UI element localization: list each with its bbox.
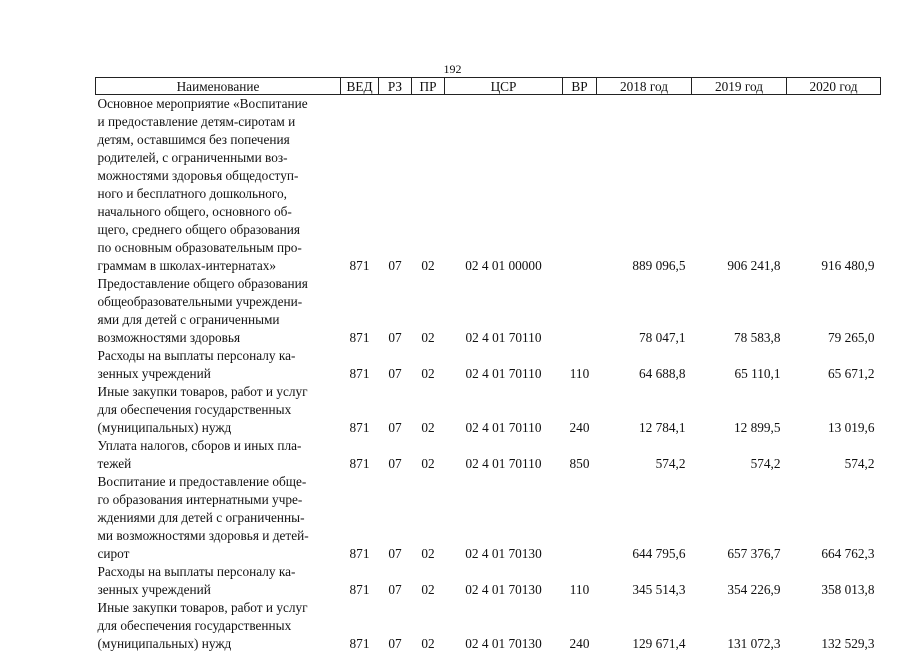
- row-vr: 240: [569, 636, 590, 651]
- row-pr: 02: [421, 456, 435, 471]
- table-row: [96, 563, 881, 599]
- table-header-row: [96, 78, 881, 95]
- table-row: [96, 383, 881, 437]
- row-csr: 02 4 01 70110: [465, 456, 542, 471]
- header-pr: ПР: [412, 78, 445, 95]
- row-2020: 13 019,6: [827, 420, 875, 435]
- row-2020: 132 529,3: [821, 636, 875, 651]
- row-csr: 02 4 01 70130: [465, 636, 542, 651]
- row-2019: 354 226,9: [727, 582, 781, 597]
- row-2020: 664 762,3: [821, 546, 875, 561]
- row-name: Расходы на выплаты персоналу ка- зенных учреждений: [97, 348, 296, 381]
- row-rz: 07: [388, 456, 402, 471]
- row-pr: 02: [421, 366, 435, 381]
- row-name: Иные закупки товаров, работ и услуг для обеспечения государственных (муниципальных) нужд: [97, 600, 308, 651]
- row-pr: 02: [421, 582, 435, 597]
- row-pr: 02: [421, 258, 435, 273]
- row-rz: 07: [388, 582, 402, 597]
- row-csr: 02 4 01 00000: [465, 258, 542, 273]
- row-rz: 07: [388, 546, 402, 561]
- row-vr: 110: [569, 366, 590, 381]
- row-pr: 02: [421, 420, 435, 435]
- header-name: Наименование: [96, 78, 341, 95]
- row-ved: 871: [349, 258, 370, 273]
- row-2020: 358 013,8: [821, 582, 875, 597]
- row-2019: 657 376,7: [727, 546, 781, 561]
- header-ved: ВЕД: [341, 78, 379, 95]
- row-vr: 240: [569, 420, 590, 435]
- row-2018: 78 047,1: [638, 330, 686, 345]
- row-ved: 871: [349, 420, 370, 435]
- row-vr: [563, 473, 597, 563]
- row-ved: 871: [349, 330, 370, 345]
- row-vr: [563, 95, 597, 276]
- row-ved: 871: [349, 366, 370, 381]
- row-rz: 07: [388, 330, 402, 345]
- row-vr: [563, 275, 597, 347]
- row-ved: 871: [349, 546, 370, 561]
- table-row: [96, 347, 881, 383]
- budget-table: [95, 77, 881, 653]
- row-pr: 02: [421, 636, 435, 651]
- row-name: Уплата налогов, сборов и иных пла- тежей: [97, 438, 302, 471]
- header-2018: 2018 год: [597, 78, 692, 95]
- row-2020: 916 480,9: [821, 258, 875, 273]
- row-2018: 64 688,8: [638, 366, 686, 381]
- row-csr: 02 4 01 70130: [465, 582, 542, 597]
- row-2018: 574,2: [655, 456, 686, 471]
- row-name: Иные закупки товаров, работ и услуг для обеспечения государственных (муниципальных) нужд: [97, 384, 308, 435]
- row-ved: 871: [349, 456, 370, 471]
- row-2019: 65 110,1: [734, 366, 781, 381]
- row-vr: 850: [569, 456, 590, 471]
- row-2019: 12 899,5: [733, 420, 781, 435]
- header-2020: 2020 год: [787, 78, 881, 95]
- row-rz: 07: [388, 420, 402, 435]
- table-row: [96, 473, 881, 563]
- row-rz: 07: [388, 258, 402, 273]
- row-2018: 129 671,4: [632, 636, 686, 651]
- row-csr: 02 4 01 70110: [465, 420, 542, 435]
- row-rz: 07: [388, 366, 402, 381]
- row-2019: 906 241,8: [727, 258, 781, 273]
- row-2019: 574,2: [750, 456, 781, 471]
- row-2018: 12 784,1: [638, 420, 686, 435]
- row-name: Предоставление общего образования общеобразовательными учреждени- ями для детей с ограниченными возможностями здоровья: [97, 276, 308, 345]
- row-rz: 07: [388, 636, 402, 651]
- row-vr: 110: [569, 582, 590, 597]
- row-csr: 02 4 01 70110: [465, 330, 542, 345]
- row-2018: 889 096,5: [632, 258, 686, 273]
- row-name: Расходы на выплаты персоналу ка- зенных учреждений: [97, 564, 296, 597]
- header-csr: ЦСР: [445, 78, 563, 95]
- row-2020: 65 671,2: [827, 366, 875, 381]
- row-csr: 02 4 01 70110: [465, 366, 542, 381]
- table-row: [96, 275, 881, 347]
- row-2019: 78 583,8: [733, 330, 781, 345]
- row-pr: 02: [421, 546, 435, 561]
- row-2018: 345 514,3: [632, 582, 686, 597]
- table-row: [96, 599, 881, 653]
- header-2019: 2019 год: [692, 78, 787, 95]
- row-name: Основное мероприятие «Воспитание и предоставление детям-сиротам и детям, оставшимся без попечения родителей, с ограниченными воз- можностями здоровья общедоступ- ного и бесплатного дошкольного, начального общего, основного об- щего, среднего общего образования по основным образовательным про- граммам в школах-интернатах»: [97, 96, 308, 273]
- header-vr: ВР: [563, 78, 597, 95]
- table-row: [96, 95, 881, 276]
- page-number: 192: [443, 62, 462, 76]
- row-ved: 871: [349, 636, 370, 651]
- row-csr: 02 4 01 70130: [465, 546, 542, 561]
- row-2020: 79 265,0: [827, 330, 875, 345]
- row-2018: 644 795,6: [632, 546, 686, 561]
- row-name: Воспитание и предоставление обще- го образования интернатными учре- ждениями для детей с ограниченны- ми возможностями здоровья и детей- сирот: [97, 474, 309, 561]
- row-2020: 574,2: [844, 456, 875, 471]
- header-rz: РЗ: [379, 78, 412, 95]
- table-row: [96, 437, 881, 473]
- row-pr: 02: [421, 330, 435, 345]
- row-2019: 131 072,3: [727, 636, 781, 651]
- row-ved: 871: [349, 582, 370, 597]
